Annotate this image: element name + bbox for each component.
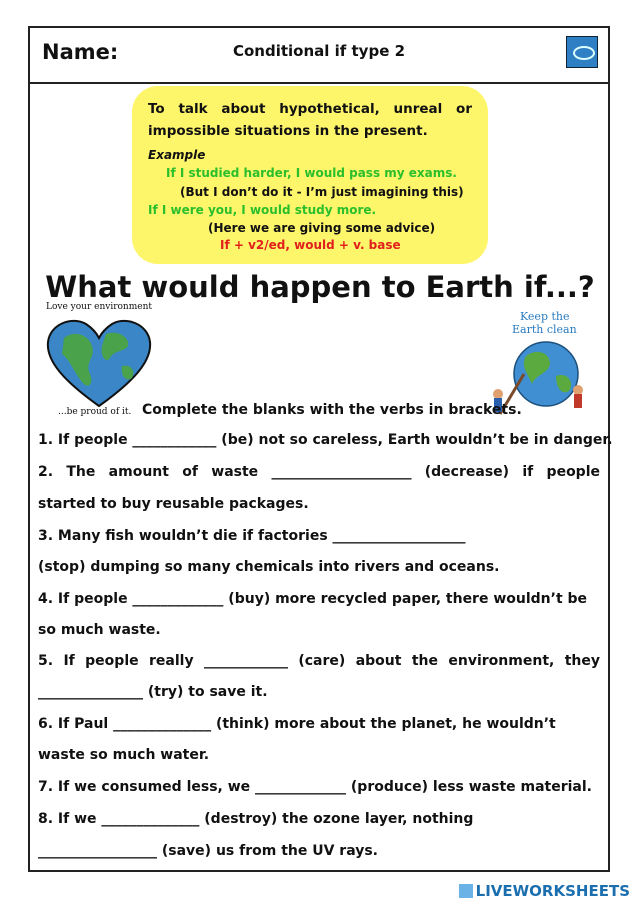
- exercise-line-8b: _________________ (save) us from the UV rays.: [38, 843, 378, 859]
- example-sentence-1: If I studied harder, I would pass my exams.: [166, 166, 457, 180]
- exercise-line-3b: (stop) dumping so many chemicals into rivers and oceans.: [38, 559, 500, 575]
- blank-2[interactable]: ____________________: [271, 464, 412, 480]
- rule-definition: To talk about hypothetical, unreal or impossible situations in the present.: [148, 101, 472, 139]
- rule-box: [132, 86, 488, 264]
- example-label: Example: [148, 148, 206, 162]
- earth-caption-clean: Earth clean: [512, 323, 577, 336]
- main-heading: What would happen to Earth if...?: [45, 270, 595, 304]
- exercise-line-7: 7. If we consumed less, we _____________ (produce) less waste material.: [38, 779, 592, 795]
- exercise-line-5: 5. If people really ____________ (care) about the environment, they: [38, 653, 600, 669]
- globe-logo-icon: [566, 36, 598, 68]
- worksheet-title: Conditional if type 2: [232, 42, 406, 60]
- exercise-line-8: 8. If we ______________ (destroy) the ozone layer, nothing: [38, 811, 474, 827]
- heart-caption-top: Love your environment: [46, 302, 153, 312]
- example-note-1: (But I don’t do it - I’m just imagining this): [180, 185, 464, 199]
- exercise-line-5b: _______________ (try) to save it.: [38, 684, 268, 700]
- liveworksheets-brand[interactable]: LIVEWORKSHEETS: [459, 882, 630, 900]
- example-sentence-2: If I were you, I would study more.: [148, 203, 377, 217]
- heart-caption-bottom: ...be proud of it.: [58, 407, 132, 417]
- exercise-line-3: 3. Many fish wouldn’t die if factories ___________________: [38, 528, 466, 544]
- exercise-line-1: 1. If people ____________ (be) not so careless, Earth wouldn’t be in danger.: [38, 432, 613, 448]
- heart-earth-icon: [44, 316, 154, 408]
- exercise-line-6: 6. If Paul ______________ (think) more about the planet, he wouldn’t: [38, 716, 556, 732]
- exercise-line-4b: so much waste.: [38, 622, 161, 638]
- example-note-2: (Here we are giving some advice): [208, 221, 436, 235]
- name-label: Name:: [42, 40, 119, 64]
- earth-caption-keep: Keep the: [520, 310, 570, 323]
- exercise-line-4: 4. If people _____________ (buy) more recycled paper, there wouldn’t be: [38, 591, 588, 607]
- formula: If + v2/ed, would + v. base: [220, 238, 401, 252]
- blank-5[interactable]: ____________: [203, 653, 288, 669]
- exercise-line-2b: started to buy reusable packages.: [38, 496, 309, 512]
- exercise-line-2: 2. The amount of waste ____________________ (decrease) if people: [38, 464, 600, 480]
- liveworksheets-logo-icon: [459, 884, 473, 898]
- worksheet-header: [28, 26, 610, 84]
- instructions: Complete the blanks with the verbs in brackets.: [142, 402, 522, 418]
- exercise-line-6b: waste so much water.: [38, 747, 210, 763]
